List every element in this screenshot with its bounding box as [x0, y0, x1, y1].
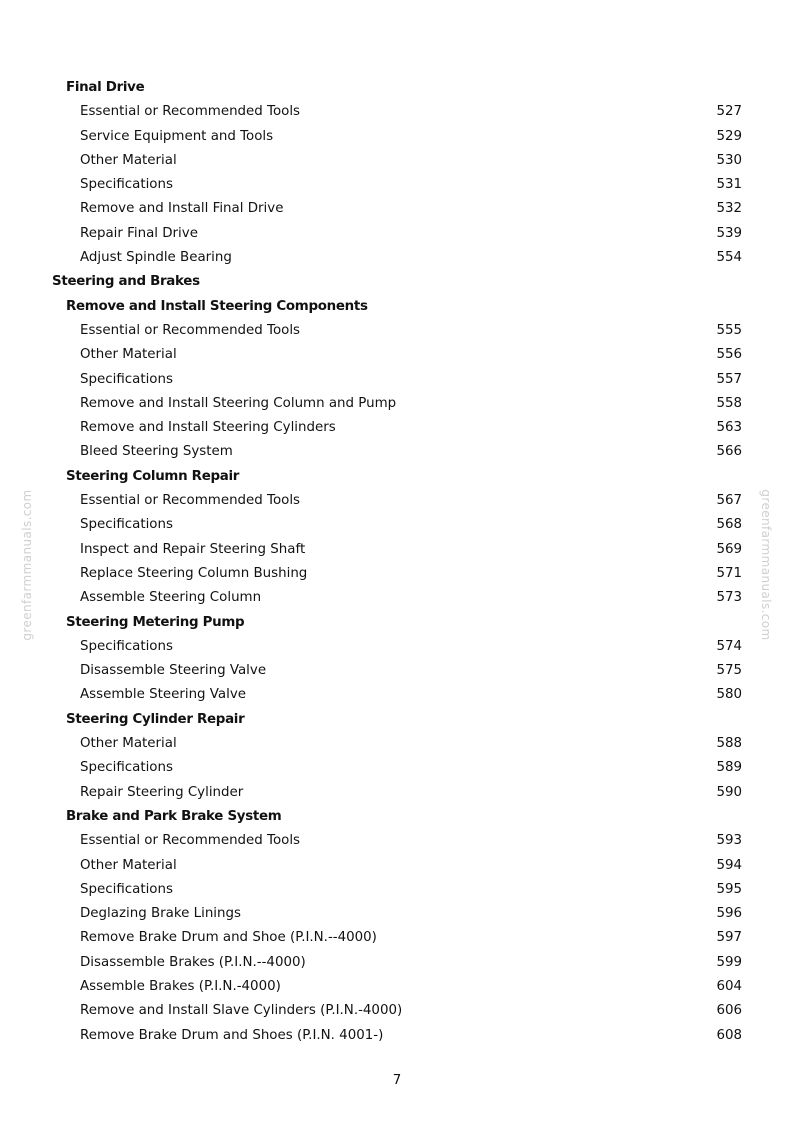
toc-entry-title: Steering Cylinder Repair	[66, 711, 245, 727]
toc-entry-title: Repair Steering Cylinder	[80, 784, 244, 800]
toc-entry	[0, 222, 794, 246]
toc-entry	[0, 902, 794, 926]
toc-entry	[0, 197, 794, 221]
toc-entry	[0, 513, 794, 537]
toc-entry-title: Service Equipment and Tools	[80, 128, 274, 144]
toc-entry	[0, 878, 794, 902]
toc-entry-page: 595	[716, 881, 742, 897]
toc-entry-title: Assemble Brakes (P.I.N.-4000)	[80, 978, 281, 994]
toc-entry	[0, 1024, 794, 1048]
toc-entry-page: 580	[716, 687, 742, 703]
toc-entry-title: Remove and Install Steering Components	[66, 298, 368, 314]
toc-entry-title: Remove Brake Drum and Shoe (P.I.N.--4000)	[80, 930, 377, 946]
toc-entry-page: 568	[716, 517, 742, 533]
toc-entry-title: Other Material	[80, 347, 177, 363]
toc-entry-page: 563	[716, 420, 742, 436]
toc-entry-title: Adjust Spindle Bearing	[80, 250, 232, 266]
toc-entry	[0, 756, 794, 780]
toc-entry-title: Deglazing Brake Linings	[80, 906, 241, 922]
toc-entry-title: Inspect and Repair Steering Shaft	[80, 541, 306, 557]
toc-entry-page: 590	[716, 784, 742, 800]
toc-section-heading	[0, 611, 794, 635]
toc-chapter-heading	[0, 270, 794, 294]
toc-entry-page: 532	[716, 201, 742, 217]
toc-entry-title: Remove and Install Final Drive	[80, 201, 284, 217]
toc-entry-page: 529	[716, 128, 742, 144]
toc-entry	[0, 562, 794, 586]
toc-entry	[0, 416, 794, 440]
toc-entry	[0, 489, 794, 513]
toc-entry-page: 530	[716, 152, 742, 168]
toc-entry-page: 557	[716, 371, 742, 387]
toc-entry	[0, 100, 794, 124]
toc-entry-page: 608	[716, 1027, 742, 1043]
toc-entry-title: Assemble Steering Valve	[80, 687, 247, 703]
toc-entry-page: 573	[716, 590, 742, 606]
toc-entry-title: Final Drive	[66, 80, 145, 95]
toc-entry-title: Replace Steering Column Bushing	[80, 565, 308, 581]
toc-entry-title: Essential or Recommended Tools	[80, 833, 301, 849]
toc-entry-page: 604	[716, 978, 742, 994]
toc-entry	[0, 854, 794, 878]
toc-entry	[0, 926, 794, 950]
toc-entry-page: 555	[716, 322, 742, 338]
toc-entry	[0, 173, 794, 197]
toc-entry-title: Specifications	[80, 517, 173, 533]
watermark-left: greenfarmmanuals.com	[20, 489, 34, 641]
toc-entry-title: Specifications	[80, 177, 173, 193]
toc-entry-title: Disassemble Brakes (P.I.N.--4000)	[80, 954, 306, 970]
toc-entry	[0, 586, 794, 610]
toc-entry-page: 527	[716, 104, 742, 120]
toc-entry-title: Remove and Install Slave Cylinders (P.I.N.-4000)	[80, 1003, 403, 1019]
toc-entry-page: 575	[716, 663, 742, 679]
toc-entry-page: 569	[716, 541, 742, 557]
toc-entry	[0, 951, 794, 975]
toc-entry-title: Specifications	[80, 881, 173, 897]
toc-entry-page: 606	[716, 1003, 742, 1019]
toc-entry-page: 556	[716, 347, 742, 363]
toc-entry-title: Essential or Recommended Tools	[80, 322, 301, 338]
toc-entry-title: Other Material	[80, 736, 177, 752]
toc-entry	[0, 659, 794, 683]
toc-entry-title: Essential or Recommended Tools	[80, 104, 301, 120]
toc-entry-title: Remove and Install Steering Column and Pump	[80, 395, 397, 411]
toc-entry-title: Steering and Brakes	[52, 274, 200, 290]
toc-entry	[0, 781, 794, 805]
toc-entry-title: Bleed Steering System	[80, 444, 233, 460]
toc-entry-page: 597	[716, 930, 742, 946]
toc-entry-title: Steering Column Repair	[66, 468, 240, 484]
toc-entry-page: 593	[716, 833, 742, 849]
toc-entry-title: Remove and Install Steering Cylinders	[80, 420, 336, 436]
toc-entry-title: Essential or Recommended Tools	[80, 493, 301, 509]
toc-entry-title: Steering Metering Pump	[66, 614, 245, 630]
toc-entry-title: Other Material	[80, 857, 177, 873]
toc-entry-page: 554	[716, 250, 742, 266]
toc-entry-title: Specifications	[80, 638, 173, 654]
toc-entry	[0, 999, 794, 1023]
toc-entry-page: 566	[716, 444, 742, 460]
page-number: 7	[392, 1073, 402, 1088]
toc-entry	[0, 392, 794, 416]
toc-entry-title: Other Material	[80, 152, 177, 168]
toc-entry-page: 574	[716, 638, 742, 654]
toc-section-heading	[0, 708, 794, 732]
toc-entry-page: 531	[716, 177, 742, 193]
toc-entry-page: 589	[716, 760, 742, 776]
toc-entry-title: Specifications	[80, 371, 173, 387]
toc-entry-page: 596	[716, 906, 742, 922]
toc-entry-page: 588	[716, 736, 742, 752]
toc-entry	[0, 319, 794, 343]
toc-entry	[0, 683, 794, 707]
toc-entry	[0, 343, 794, 367]
toc-section-heading	[0, 465, 794, 489]
toc-entry	[0, 635, 794, 659]
toc-entry-title: Repair Final Drive	[80, 225, 198, 241]
toc-section-heading	[0, 805, 794, 829]
toc-entry-title: Disassemble Steering Valve	[80, 663, 267, 679]
toc-entry-page: 567	[716, 493, 742, 509]
toc-entry	[0, 732, 794, 756]
toc-entry-page: 594	[716, 857, 742, 873]
toc-entry-title: Assemble Steering Column	[80, 590, 262, 606]
toc-section-heading	[0, 295, 794, 319]
watermark-right: greenfarmmanuals.com	[759, 489, 773, 641]
toc-entry	[0, 368, 794, 392]
toc-entry	[0, 829, 794, 853]
toc-entry	[0, 125, 794, 149]
toc-entry	[0, 149, 794, 173]
toc-entry	[0, 440, 794, 464]
table-of-contents	[0, 76, 794, 1048]
toc-entry-page: 539	[716, 225, 742, 241]
toc-section-heading	[0, 76, 794, 100]
toc-entry-title: Brake and Park Brake System	[66, 808, 282, 824]
toc-entry-page: 599	[716, 954, 742, 970]
toc-entry-page: 571	[716, 565, 742, 581]
toc-entry	[0, 538, 794, 562]
toc-entry-title: Remove Brake Drum and Shoes (P.I.N. 4001-)	[80, 1027, 384, 1043]
toc-entry	[0, 246, 794, 270]
toc-entry	[0, 975, 794, 999]
toc-entry-page: 558	[716, 395, 742, 411]
toc-entry-title: Specifications	[80, 760, 173, 776]
